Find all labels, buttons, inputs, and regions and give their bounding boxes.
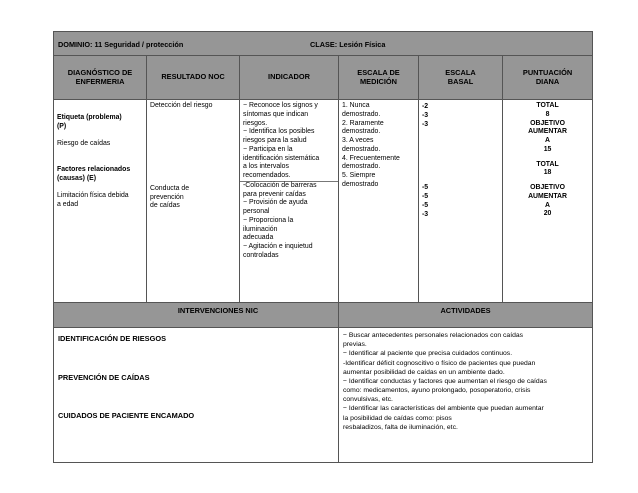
noc-result: de caídas <box>150 202 180 210</box>
care-plan-document <box>53 31 592 463</box>
indicator-group-1 <box>243 102 336 181</box>
basal-value: -5 <box>422 193 429 201</box>
activities-cell <box>339 328 593 463</box>
indicator-line: − Agitación e inquietud <box>243 243 313 251</box>
basal-value: -3 <box>422 120 429 128</box>
diagnostic-cell <box>54 100 147 303</box>
target-value: 15 <box>543 145 552 153</box>
activity-line: − Identificar las características del ambiente que puedan aumentar <box>343 405 544 413</box>
scale-line: demostrado. <box>342 128 381 136</box>
target-value: AUMENTAR <box>528 128 567 136</box>
target-cell <box>503 100 593 303</box>
activity-line: como: medicamentos, ayuno prolongado, posoperatorio, crisis <box>343 387 531 395</box>
activity-line: previas. <box>343 341 367 349</box>
indicator-line: riesgos para la salud <box>243 137 307 145</box>
factors-text: a edad <box>57 200 79 208</box>
indicator-cell <box>240 100 339 303</box>
indicator-line: identificación sistemática <box>243 154 320 162</box>
label-text: Riesgo de caídas <box>57 139 111 147</box>
target-value: A <box>545 137 551 145</box>
basal-cell <box>419 100 503 303</box>
noc-result: Conducta de <box>150 184 190 192</box>
indicator-line: − Provisión de ayuda <box>243 199 308 207</box>
scale-line: 1. Nunca <box>342 102 370 109</box>
activity-line: convulsivas, etc. <box>343 396 393 404</box>
noc-cell <box>147 100 240 303</box>
activity-line: − Identificar conductas y factores que aumentan el riesgo de caídas <box>343 377 547 385</box>
indicator-line: recomendados. <box>243 172 291 180</box>
class-title: CLASE: Lesión Física <box>310 40 386 49</box>
nic-item: PREVENCIÓN DE CAÍDAS <box>58 373 150 382</box>
basal-value: -2 <box>422 103 429 110</box>
factors-cause: (causas) (E) <box>57 175 97 183</box>
nic-cell <box>54 328 339 463</box>
indicator-group-2 <box>240 181 338 261</box>
indicator-line: − Proporciona la <box>243 216 294 224</box>
target-value: TOTAL <box>536 102 559 109</box>
basal-value: -5 <box>422 184 429 192</box>
target-value: AUMENTAR <box>528 192 567 200</box>
indicator-line: iluminación <box>243 225 278 233</box>
indicator-line: adecuada <box>243 234 274 242</box>
factors-text: Limitación física debida <box>57 191 129 199</box>
indicator-line: síntomas que indican <box>243 110 309 118</box>
indicator-line: − Participa en la <box>243 145 293 153</box>
activity-line: − Buscar antecedentes personales relacionados con caídas <box>343 332 524 339</box>
target-value: OBJETIVO <box>530 119 565 127</box>
indicator-line: a los intervalos <box>243 163 289 171</box>
target-value: 8 <box>545 110 550 118</box>
activity-line: la posibilidad de caídas como: pisos <box>343 414 452 422</box>
care-plan-table <box>53 31 593 463</box>
nic-item: CUIDADOS DE PACIENTE ENCAMADO <box>58 411 195 420</box>
header-diagnostic: DIAGNÓSTICO DE ENFERMERIA <box>54 56 147 100</box>
activities-header: ACTIVIDADES <box>339 303 593 328</box>
header-scale: ESCALA DE MEDICIÓN <box>339 56 419 100</box>
basal-value: -3 <box>422 111 429 119</box>
label-p: (P) <box>57 122 67 130</box>
basal-value: -5 <box>422 201 429 209</box>
indicator-line: − Reconoce los signos y <box>243 102 318 109</box>
target-value: TOTAL <box>536 160 559 168</box>
label-tag: Etiqueta (problema) <box>57 114 122 121</box>
target-value: A <box>545 201 551 209</box>
scale-line: demostrado. <box>342 163 381 171</box>
scale-line: 3. A veces <box>342 137 374 145</box>
domain-title: DOMINIO: 11 Seguridad / protección <box>58 40 184 49</box>
target-value: 20 <box>543 210 552 218</box>
scale-line: 2. Raramente <box>342 119 384 127</box>
scale-line: 5. Siempre <box>342 172 376 180</box>
scale-cell <box>339 100 419 303</box>
activity-line: resbaladizos, falta de iluminación, etc. <box>343 423 458 431</box>
noc-result: Detección del riesgo <box>150 102 213 109</box>
indicator-line: controladas <box>243 252 279 260</box>
indicator-line: riesgos. <box>243 119 268 127</box>
indicator-line: para prevenir caídas <box>243 190 306 198</box>
activity-line: -Identificar déficit cognoscitivo o físico de pacientes que puedan <box>343 359 536 367</box>
header-basal: ESCALA BASAL <box>419 56 503 100</box>
indicator-line: -Colocación de barreras <box>243 181 317 189</box>
target-value: 18 <box>543 169 552 177</box>
interventions-header: INTERVENCIONES NIC <box>54 303 339 328</box>
scale-line: demostrado <box>342 180 379 188</box>
basal-value: -3 <box>422 210 429 218</box>
header-indicator: INDICADOR <box>240 56 339 100</box>
noc-result: prevención <box>150 193 184 201</box>
target-value: OBJETIVO <box>530 184 565 192</box>
activity-line: aumentar posibilidad de caídas en un ambiente dado. <box>343 368 505 376</box>
header-result: RESULTADO NOC <box>147 56 240 100</box>
header-target: PUNTUACIÓN DIANA <box>503 56 593 100</box>
scale-line: 4. Frecuentemente <box>342 154 400 162</box>
scale-line: demostrado. <box>342 145 381 153</box>
indicator-line: personal <box>243 208 270 216</box>
nic-item: IDENTIFICACIÓN DE RIESGOS <box>58 334 166 343</box>
activity-line: − Identificar al paciente que precisa cuidados continuos. <box>343 350 513 358</box>
indicator-line: − Identifica los posibles <box>243 128 315 136</box>
title-row <box>54 32 593 56</box>
factors-tag: Factores relacionados <box>57 166 131 174</box>
scale-line: demostrado. <box>342 110 381 118</box>
